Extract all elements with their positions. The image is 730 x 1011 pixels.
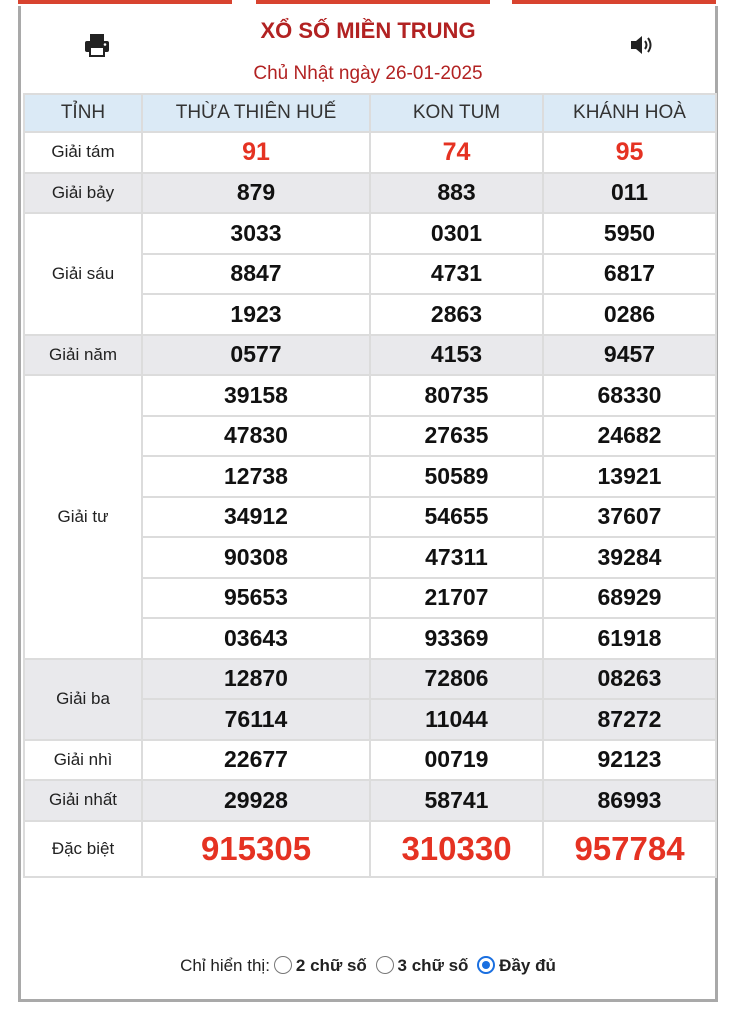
prize-row (24, 132, 716, 173)
result-number: 87272 (543, 699, 716, 740)
prize-label: Giải tư (24, 375, 142, 659)
draw-date: Chủ Nhật ngày 26-01-2025 (253, 63, 483, 84)
result-number: 883 (370, 173, 543, 214)
result-number: 92123 (543, 740, 716, 781)
result-number: 879 (142, 173, 370, 214)
result-number: 68929 (543, 578, 716, 619)
result-number: 11044 (370, 699, 543, 740)
result-number: 95 (543, 132, 716, 173)
top-strip (18, 0, 232, 4)
column-header-province: TỈNH (24, 94, 142, 132)
result-number: 68330 (543, 375, 716, 416)
result-number: 58741 (370, 780, 543, 821)
results-panel (18, 6, 718, 1002)
result-number: 34912 (142, 497, 370, 538)
result-number: 47311 (370, 537, 543, 578)
results-header (21, 6, 715, 93)
result-number: 3033 (142, 213, 370, 254)
result-number: 93369 (370, 618, 543, 659)
result-number: 2863 (370, 294, 543, 335)
result-number: 86993 (543, 780, 716, 821)
results-table (23, 93, 717, 878)
prize-row (24, 213, 716, 254)
result-number: 4153 (370, 335, 543, 376)
prize-label: Giải ba (24, 659, 142, 740)
result-number: 0577 (142, 335, 370, 376)
top-strip (512, 0, 716, 4)
option-2-digits-label[interactable]: 2 chữ số (295, 956, 367, 975)
result-number: 12870 (142, 659, 370, 700)
prize-row (24, 659, 716, 700)
column-header-province-3: KHÁNH HOÀ (543, 94, 716, 132)
result-number: 22677 (142, 740, 370, 781)
display-options (21, 956, 715, 976)
prize-row (24, 740, 716, 781)
prize-label: Đặc biệt (24, 821, 142, 877)
prize-label: Giải nhất (24, 780, 142, 821)
result-number: 957784 (543, 821, 716, 877)
column-header-province-2: KON TUM (370, 94, 543, 132)
prize-label: Giải tám (24, 132, 142, 173)
result-number: 72806 (370, 659, 543, 700)
result-number: 12738 (142, 456, 370, 497)
radio-2-digits[interactable] (274, 956, 292, 974)
result-number: 915305 (142, 821, 370, 877)
result-number: 27635 (370, 416, 543, 457)
result-number: 13921 (543, 456, 716, 497)
result-number: 74 (370, 132, 543, 173)
result-number: 39284 (543, 537, 716, 578)
page-title: XỔ SỐ MIỀN TRUNG (260, 18, 476, 43)
result-number: 8847 (142, 254, 370, 295)
prize-row (24, 780, 716, 821)
result-number: 310330 (370, 821, 543, 877)
top-strip (256, 0, 490, 4)
prize-label: Giải bảy (24, 173, 142, 214)
result-number: 08263 (543, 659, 716, 700)
result-number: 21707 (370, 578, 543, 619)
result-number: 5950 (543, 213, 716, 254)
prize-row (24, 335, 716, 376)
display-options-label: Chỉ hiển thị: (180, 956, 270, 975)
speaker-icon[interactable] (629, 34, 655, 56)
result-number: 76114 (142, 699, 370, 740)
result-number: 0286 (543, 294, 716, 335)
result-number: 1923 (142, 294, 370, 335)
prize-label: Giải năm (24, 335, 142, 376)
option-3-digits-label[interactable]: 3 chữ số (397, 956, 469, 975)
prize-row (24, 821, 716, 877)
radio-3-digits[interactable] (376, 956, 394, 974)
result-number: 00719 (370, 740, 543, 781)
result-number: 24682 (543, 416, 716, 457)
prize-label: Giải nhì (24, 740, 142, 781)
result-number: 47830 (142, 416, 370, 457)
option-full-label[interactable]: Đầy đủ (499, 956, 556, 975)
result-number: 90308 (142, 537, 370, 578)
result-number: 011 (543, 173, 716, 214)
result-number: 6817 (543, 254, 716, 295)
result-number: 50589 (370, 456, 543, 497)
result-number: 91 (142, 132, 370, 173)
result-number: 61918 (543, 618, 716, 659)
prize-row (24, 173, 716, 214)
prize-label: Giải sáu (24, 213, 142, 335)
result-number: 95653 (142, 578, 370, 619)
result-number: 54655 (370, 497, 543, 538)
result-number: 03643 (142, 618, 370, 659)
radio-full[interactable] (477, 956, 495, 974)
result-number: 80735 (370, 375, 543, 416)
result-number: 29928 (142, 780, 370, 821)
result-number: 37607 (543, 497, 716, 538)
column-header-province-1: THỪA THIÊN HUẾ (142, 94, 370, 132)
result-number: 0301 (370, 213, 543, 254)
prize-row (24, 375, 716, 416)
result-number: 4731 (370, 254, 543, 295)
result-number: 9457 (543, 335, 716, 376)
result-number: 39158 (142, 375, 370, 416)
